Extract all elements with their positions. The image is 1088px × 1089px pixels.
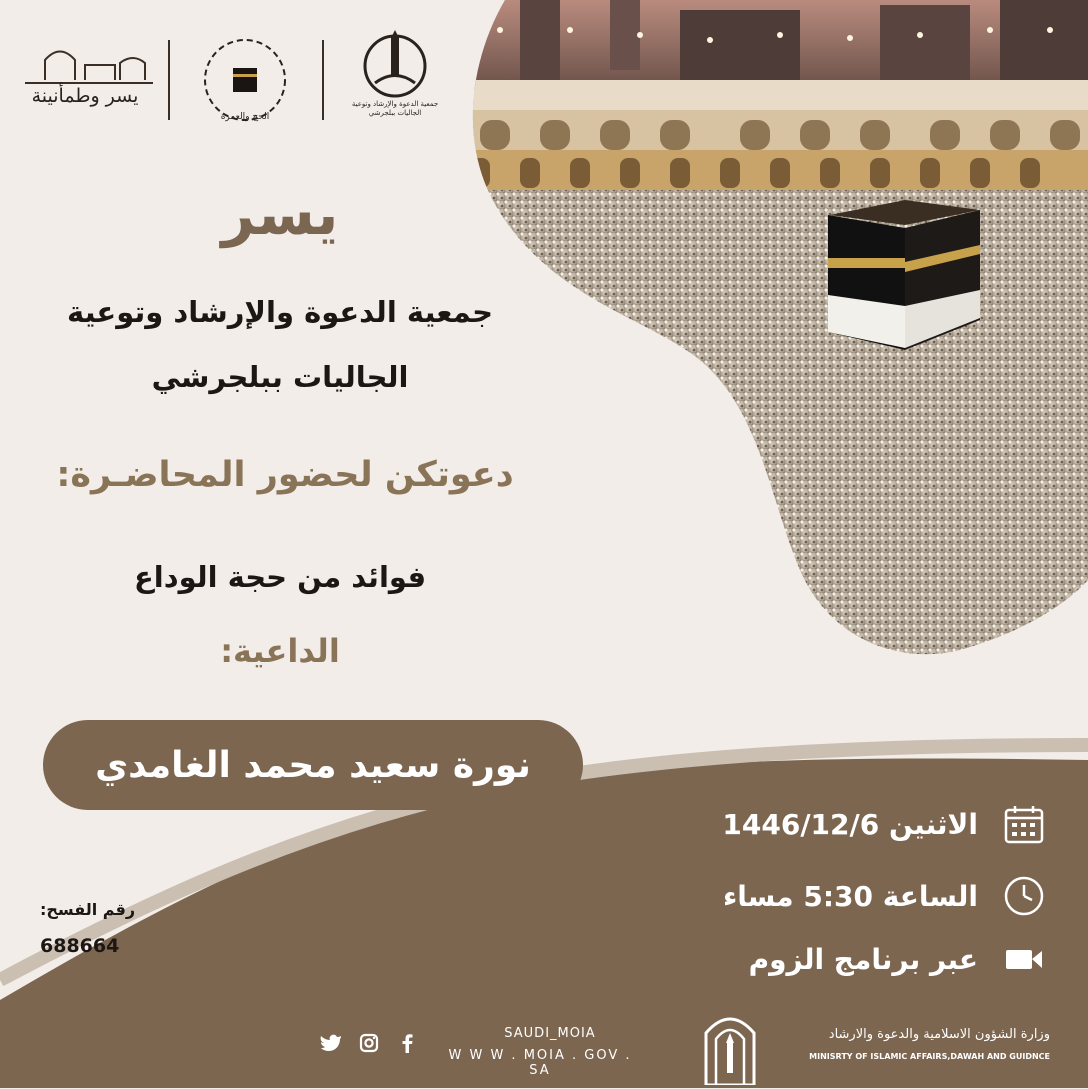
lecture-title: فوائد من حجة الوداع [133, 560, 427, 594]
social-handle: SAUDI_MOIA [504, 1026, 596, 1041]
logo-divider [168, 40, 170, 120]
left-logo-text: يسر وطمأنينة [31, 85, 139, 107]
time-row [723, 872, 1048, 920]
ministry-emblem [700, 1005, 760, 1085]
platform-row [749, 935, 1048, 983]
association-logo [350, 28, 440, 133]
calendar-icon [1000, 800, 1048, 848]
speaker-label: الداعية: [220, 632, 340, 670]
hajj-logo [195, 30, 295, 130]
invitation-text: دعوتكن لحضور المحاضـرة: [56, 455, 514, 495]
logo-divider [322, 40, 324, 120]
yusr-logo [15, 35, 155, 120]
video-camera-icon [1000, 935, 1048, 983]
lecture-date: الاثنين 1446/12/6 [722, 807, 978, 841]
right-logo-text: جمعية الدعوة والإرشاد وتوعية الجاليات ببلجرشي [351, 100, 439, 117]
speaker-name: نورة سعيد محمد الغامدي [95, 744, 531, 786]
facebook-icon[interactable] [394, 1030, 420, 1056]
date-row [722, 800, 1048, 848]
lecture-time: الساعة 5:30 مساء [722, 879, 978, 913]
website-link[interactable]: W W W . MOIA . GOV . SA [448, 1048, 632, 1078]
ministry-name-english: MINISRTY OF ISLAMIC AFFAIRS,DAWAH AND GUIDNCE [809, 1052, 1050, 1061]
organization-line-2: الجاليات ببلجرشي [151, 360, 409, 394]
speaker-name-badge [43, 720, 583, 810]
brand-title: يسر [221, 180, 339, 248]
clock-icon [1000, 872, 1048, 920]
organization-line-1: جمعية الدعوة والإرشاد وتوعية [67, 295, 493, 329]
lecture-platform: عبر برنامج الزوم [748, 942, 978, 976]
instagram-icon[interactable] [356, 1030, 382, 1056]
twitter-icon[interactable] [318, 1030, 344, 1056]
room-number: 688664 [40, 935, 120, 957]
ministry-name-arabic: وزارة الشؤون الاسلامية والدعوة والارشاد [828, 1027, 1050, 1042]
middle-logo-text: الحج والعمرة [220, 112, 270, 122]
room-label: رقم الفسح: [40, 900, 136, 919]
